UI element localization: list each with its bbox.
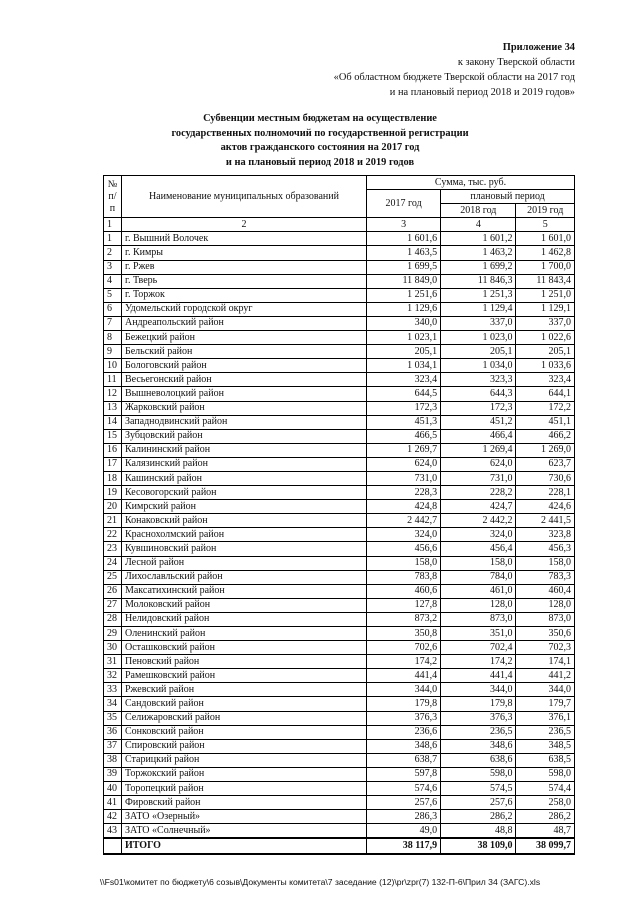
value-2017-cell: 323,4 [367, 373, 441, 387]
municipality-name-cell: Кимрский район [121, 500, 366, 514]
municipality-name-cell: Лихославльский район [121, 570, 366, 584]
value-2018-cell: 1 601,2 [441, 232, 516, 246]
value-2019-cell: 702,3 [516, 641, 575, 655]
value-2019-cell: 128,0 [516, 598, 575, 612]
value-2019-cell: 258,0 [516, 796, 575, 810]
value-2019-cell: 623,7 [516, 457, 575, 471]
municipality-name-cell: Рамешковский район [121, 669, 366, 683]
table-row [104, 443, 575, 457]
value-2017-cell: 1 269,7 [367, 443, 441, 457]
value-2019-cell: 48,7 [516, 824, 575, 839]
value-2017-cell: 441,4 [367, 669, 441, 683]
row-number-cell: 21 [104, 514, 122, 528]
row-number-cell: 14 [104, 415, 122, 429]
municipality-name-cell: Андреапольский район [121, 316, 366, 330]
value-2018-cell: 351,0 [441, 627, 516, 641]
table-row [104, 528, 575, 542]
title-line-3: актов гражданского состояния на 2017 год [220, 142, 420, 153]
value-2019-cell: 1 700,0 [516, 260, 575, 274]
municipality-name-cell: Ржевский район [121, 683, 366, 697]
value-2019-cell: 460,4 [516, 584, 575, 598]
value-2017-cell: 127,8 [367, 598, 441, 612]
municipality-name-cell: Оленинский район [121, 627, 366, 641]
municipality-name-cell: г. Вышний Волочек [121, 232, 366, 246]
column-number: 3 [367, 218, 441, 232]
value-2017-cell: 574,6 [367, 782, 441, 796]
total-no-cell [104, 838, 122, 853]
value-2018-cell: 731,0 [441, 471, 516, 485]
value-2019-cell: 1 462,8 [516, 246, 575, 260]
row-number-cell: 3 [104, 260, 122, 274]
header-no: № п/п [104, 176, 122, 218]
value-2019-cell: 350,6 [516, 627, 575, 641]
row-number-cell: 6 [104, 302, 122, 316]
value-2018-cell: 784,0 [441, 570, 516, 584]
municipality-name-cell: Весьегонский район [121, 373, 366, 387]
table-row [104, 232, 575, 246]
value-2017-cell: 702,6 [367, 641, 441, 655]
table-row [104, 415, 575, 429]
municipality-name-cell: Селижаровский район [121, 711, 366, 725]
value-2018-cell: 1 269,4 [441, 443, 516, 457]
document-title [0, 112, 640, 170]
municipality-name-cell: ЗАТО «Озерный» [121, 810, 366, 824]
table-row [104, 598, 575, 612]
value-2017-cell: 11 849,0 [367, 274, 441, 288]
municipality-name-cell: Бологовский район [121, 359, 366, 373]
table-row [104, 302, 575, 316]
value-2019-cell: 179,7 [516, 697, 575, 711]
value-2017-cell: 597,8 [367, 767, 441, 781]
value-2018-cell: 337,0 [441, 316, 516, 330]
table-row [104, 246, 575, 260]
table-row [104, 345, 575, 359]
value-2018-cell: 441,4 [441, 669, 516, 683]
municipality-name-cell: Вышневолоцкий район [121, 387, 366, 401]
row-number-cell: 19 [104, 486, 122, 500]
row-number-cell: 5 [104, 288, 122, 302]
file-path-footer: \\Fs01\комитет по бюджету\6 созыв\Документы комитета\7 заседание (12)\pr\zpr(7) 132-П-6\Прил 34 (ЗАГС).xls [99, 877, 541, 887]
table-row [104, 739, 575, 753]
row-number-cell: 20 [104, 500, 122, 514]
table-row [104, 288, 575, 302]
document-header [334, 40, 575, 100]
total-2019: 38 099,7 [516, 838, 575, 853]
table-row [104, 584, 575, 598]
row-number-cell: 43 [104, 824, 122, 839]
table-row [104, 401, 575, 415]
subvention-table [103, 175, 575, 855]
header-2018: 2018 год [441, 204, 516, 218]
value-2018-cell: 1 129,4 [441, 302, 516, 316]
value-2017-cell: 1 034,1 [367, 359, 441, 373]
value-2019-cell: 783,3 [516, 570, 575, 584]
table-row [104, 373, 575, 387]
row-number-cell: 36 [104, 725, 122, 739]
row-number-cell: 16 [104, 443, 122, 457]
municipality-name-cell: Осташковский район [121, 641, 366, 655]
header-name: Наименование муниципальных образований [121, 176, 366, 218]
municipality-name-cell: г. Ржев [121, 260, 366, 274]
value-2019-cell: 466,2 [516, 429, 575, 443]
value-2017-cell: 1 699,5 [367, 260, 441, 274]
value-2019-cell: 451,1 [516, 415, 575, 429]
table-row [104, 514, 575, 528]
value-2019-cell: 1 269,0 [516, 443, 575, 457]
value-2018-cell: 1 463,2 [441, 246, 516, 260]
value-2017-cell: 731,0 [367, 471, 441, 485]
value-2018-cell: 205,1 [441, 345, 516, 359]
row-number-cell: 42 [104, 810, 122, 824]
value-2018-cell: 172,3 [441, 401, 516, 415]
table-row [104, 711, 575, 725]
value-2019-cell: 323,8 [516, 528, 575, 542]
value-2017-cell: 624,0 [367, 457, 441, 471]
value-2017-cell: 174,2 [367, 655, 441, 669]
value-2017-cell: 286,3 [367, 810, 441, 824]
total-label: ИТОГО [121, 838, 366, 853]
municipality-name-cell: г. Тверь [121, 274, 366, 288]
value-2017-cell: 344,0 [367, 683, 441, 697]
value-2019-cell: 286,2 [516, 810, 575, 824]
row-number-cell: 2 [104, 246, 122, 260]
value-2018-cell: 624,0 [441, 457, 516, 471]
municipality-name-cell: Пеновский район [121, 655, 366, 669]
value-2019-cell: 11 843,4 [516, 274, 575, 288]
value-2018-cell: 324,0 [441, 528, 516, 542]
table-row [104, 500, 575, 514]
value-2017-cell: 257,6 [367, 796, 441, 810]
row-number-cell: 10 [104, 359, 122, 373]
value-2019-cell: 1 022,6 [516, 331, 575, 345]
value-2019-cell: 344,0 [516, 683, 575, 697]
value-2019-cell: 441,2 [516, 669, 575, 683]
total-2017: 38 117,9 [367, 838, 441, 853]
row-number-cell: 31 [104, 655, 122, 669]
municipality-name-cell: Удомельский городской округ [121, 302, 366, 316]
value-2018-cell: 376,3 [441, 711, 516, 725]
municipality-name-cell: Нелидовский район [121, 612, 366, 626]
value-2017-cell: 340,0 [367, 316, 441, 330]
value-2017-cell: 205,1 [367, 345, 441, 359]
table-row [104, 669, 575, 683]
municipality-name-cell: Сонковский район [121, 725, 366, 739]
table-row [104, 471, 575, 485]
row-number-cell: 40 [104, 782, 122, 796]
row-number-cell: 13 [104, 401, 122, 415]
value-2018-cell: 48,8 [441, 824, 516, 839]
municipality-name-cell: Торжокский район [121, 767, 366, 781]
value-2018-cell: 873,0 [441, 612, 516, 626]
value-2018-cell: 2 442,2 [441, 514, 516, 528]
value-2018-cell: 236,5 [441, 725, 516, 739]
value-2019-cell: 424,6 [516, 500, 575, 514]
value-2019-cell: 2 441,5 [516, 514, 575, 528]
value-2017-cell: 236,6 [367, 725, 441, 739]
value-2019-cell: 158,0 [516, 556, 575, 570]
value-2018-cell: 11 846,3 [441, 274, 516, 288]
row-number-cell: 24 [104, 556, 122, 570]
value-2017-cell: 466,5 [367, 429, 441, 443]
value-2017-cell: 324,0 [367, 528, 441, 542]
value-2017-cell: 451,3 [367, 415, 441, 429]
table-row [104, 824, 575, 839]
row-number-cell: 27 [104, 598, 122, 612]
value-2018-cell: 1 034,0 [441, 359, 516, 373]
municipality-name-cell: Сандовский район [121, 697, 366, 711]
row-number-cell: 17 [104, 457, 122, 471]
value-2019-cell: 1 129,1 [516, 302, 575, 316]
header-sum: Сумма, тыс. руб. [367, 176, 575, 190]
table-row [104, 260, 575, 274]
value-2018-cell: 344,0 [441, 683, 516, 697]
title-line-4: и на плановый период 2018 и 2019 годов [225, 156, 415, 168]
header-plan-period: плановый период [441, 190, 575, 204]
value-2017-cell: 172,3 [367, 401, 441, 415]
table-row [104, 429, 575, 443]
row-number-cell: 34 [104, 697, 122, 711]
table-row [104, 316, 575, 330]
row-number-cell: 29 [104, 627, 122, 641]
value-2019-cell: 337,0 [516, 316, 575, 330]
row-number-cell: 39 [104, 767, 122, 781]
table-row [104, 387, 575, 401]
municipality-name-cell: Кашинский район [121, 471, 366, 485]
row-number-cell: 23 [104, 542, 122, 556]
header-2019: 2019 год [516, 204, 575, 218]
municipality-name-cell: Бельский район [121, 345, 366, 359]
table-row [104, 655, 575, 669]
title-line-2: государственных полномочий по государственной регистрации [171, 127, 469, 139]
column-number: 1 [104, 218, 122, 232]
value-2018-cell: 451,2 [441, 415, 516, 429]
value-2019-cell: 1 033,6 [516, 359, 575, 373]
table-row [104, 542, 575, 556]
total-row [104, 838, 575, 853]
value-2017-cell: 424,8 [367, 500, 441, 514]
appendix-label: Приложение 34 [502, 42, 575, 53]
value-2017-cell: 460,6 [367, 584, 441, 598]
table-row [104, 570, 575, 584]
value-2017-cell: 644,5 [367, 387, 441, 401]
header-2017: 2017 год [367, 190, 441, 218]
value-2017-cell: 1 601,6 [367, 232, 441, 246]
table-row [104, 274, 575, 288]
row-number-cell: 12 [104, 387, 122, 401]
table-row [104, 767, 575, 781]
municipality-name-cell: ЗАТО «Солнечный» [121, 824, 366, 839]
value-2018-cell: 257,6 [441, 796, 516, 810]
value-2017-cell: 638,7 [367, 753, 441, 767]
value-2017-cell: 350,8 [367, 627, 441, 641]
value-2019-cell: 456,3 [516, 542, 575, 556]
column-number: 5 [516, 218, 575, 232]
table-row [104, 697, 575, 711]
value-2018-cell: 574,5 [441, 782, 516, 796]
municipality-name-cell: Калязинский район [121, 457, 366, 471]
value-2018-cell: 638,6 [441, 753, 516, 767]
value-2018-cell: 424,7 [441, 500, 516, 514]
value-2019-cell: 638,5 [516, 753, 575, 767]
row-number-cell: 30 [104, 641, 122, 655]
municipality-name-cell: Максатихинский район [121, 584, 366, 598]
total-2018: 38 109,0 [441, 838, 516, 853]
value-2018-cell: 461,0 [441, 584, 516, 598]
row-number-cell: 37 [104, 739, 122, 753]
row-number-cell: 7 [104, 316, 122, 330]
municipality-name-cell: Западнодвинский район [121, 415, 366, 429]
row-number-cell: 26 [104, 584, 122, 598]
value-2019-cell: 873,0 [516, 612, 575, 626]
municipality-name-cell: г. Торжок [121, 288, 366, 302]
row-number-cell: 41 [104, 796, 122, 810]
value-2019-cell: 172,2 [516, 401, 575, 415]
value-2019-cell: 376,1 [516, 711, 575, 725]
table-row [104, 683, 575, 697]
municipality-name-cell: Старицкий район [121, 753, 366, 767]
table-row [104, 627, 575, 641]
value-2017-cell: 348,6 [367, 739, 441, 753]
row-number-cell: 28 [104, 612, 122, 626]
value-2017-cell: 158,0 [367, 556, 441, 570]
value-2018-cell: 179,8 [441, 697, 516, 711]
table-row [104, 556, 575, 570]
row-number-cell: 22 [104, 528, 122, 542]
value-2017-cell: 1 129,6 [367, 302, 441, 316]
table-row [104, 810, 575, 824]
table-row [104, 331, 575, 345]
value-2019-cell: 323,4 [516, 373, 575, 387]
header-line-2: «Об областном бюджете Тверской области на 2017 год [333, 72, 575, 83]
table-body [104, 232, 575, 839]
column-number: 2 [121, 218, 366, 232]
value-2018-cell: 466,4 [441, 429, 516, 443]
value-2018-cell: 1 699,2 [441, 260, 516, 274]
value-2017-cell: 49,0 [367, 824, 441, 839]
row-number-cell: 35 [104, 711, 122, 725]
value-2018-cell: 158,0 [441, 556, 516, 570]
municipality-name-cell: Молоковский район [121, 598, 366, 612]
value-2019-cell: 598,0 [516, 767, 575, 781]
value-2019-cell: 574,4 [516, 782, 575, 796]
row-number-cell: 4 [104, 274, 122, 288]
value-2017-cell: 228,3 [367, 486, 441, 500]
value-2018-cell: 286,2 [441, 810, 516, 824]
value-2018-cell: 1 023,0 [441, 331, 516, 345]
municipality-name-cell: Зубцовский район [121, 429, 366, 443]
row-number-cell: 32 [104, 669, 122, 683]
title-line-1: Субвенции местным бюджетам на осуществление [203, 113, 437, 124]
table-row [104, 359, 575, 373]
municipality-name-cell: Калининский район [121, 443, 366, 457]
municipality-name-cell: Жарковский район [121, 401, 366, 415]
value-2018-cell: 348,6 [441, 739, 516, 753]
header-line-1: к закону Тверской области [457, 57, 575, 68]
row-number-cell: 9 [104, 345, 122, 359]
municipality-name-cell: Краснохолмский район [121, 528, 366, 542]
value-2019-cell: 730,6 [516, 471, 575, 485]
table-row [104, 725, 575, 739]
value-2017-cell: 1 023,1 [367, 331, 441, 345]
column-number: 4 [441, 218, 516, 232]
table-row [104, 612, 575, 626]
value-2018-cell: 456,4 [441, 542, 516, 556]
value-2019-cell: 1 601,0 [516, 232, 575, 246]
value-2017-cell: 1 463,5 [367, 246, 441, 260]
value-2017-cell: 456,6 [367, 542, 441, 556]
row-number-cell: 38 [104, 753, 122, 767]
row-number-cell: 18 [104, 471, 122, 485]
value-2018-cell: 1 251,3 [441, 288, 516, 302]
municipality-name-cell: Бежецкий район [121, 331, 366, 345]
value-2018-cell: 174,2 [441, 655, 516, 669]
value-2019-cell: 348,5 [516, 739, 575, 753]
value-2017-cell: 873,2 [367, 612, 441, 626]
header-line-3: и на плановый период 2018 и 2019 годов» [389, 87, 575, 98]
value-2019-cell: 174,1 [516, 655, 575, 669]
value-2018-cell: 644,3 [441, 387, 516, 401]
value-2018-cell: 702,4 [441, 641, 516, 655]
value-2017-cell: 2 442,7 [367, 514, 441, 528]
value-2019-cell: 1 251,0 [516, 288, 575, 302]
value-2017-cell: 376,3 [367, 711, 441, 725]
value-2017-cell: 179,8 [367, 697, 441, 711]
table-row [104, 641, 575, 655]
municipality-name-cell: Фировский район [121, 796, 366, 810]
value-2017-cell: 783,8 [367, 570, 441, 584]
row-number-cell: 11 [104, 373, 122, 387]
municipality-name-cell: Кесовогорский район [121, 486, 366, 500]
value-2018-cell: 323,3 [441, 373, 516, 387]
row-number-cell: 15 [104, 429, 122, 443]
value-2019-cell: 644,1 [516, 387, 575, 401]
municipality-name-cell: Торопецкий район [121, 782, 366, 796]
municipality-name-cell: Спировский район [121, 739, 366, 753]
value-2017-cell: 1 251,6 [367, 288, 441, 302]
row-number-cell: 25 [104, 570, 122, 584]
table-row [104, 796, 575, 810]
value-2019-cell: 236,5 [516, 725, 575, 739]
table-row [104, 782, 575, 796]
municipality-name-cell: г. Кимры [121, 246, 366, 260]
row-number-cell: 33 [104, 683, 122, 697]
value-2018-cell: 128,0 [441, 598, 516, 612]
table-row [104, 486, 575, 500]
value-2019-cell: 205,1 [516, 345, 575, 359]
value-2018-cell: 228,2 [441, 486, 516, 500]
table-row [104, 753, 575, 767]
value-2019-cell: 228,1 [516, 486, 575, 500]
municipality-name-cell: Лесной район [121, 556, 366, 570]
municipality-name-cell: Конаковский район [121, 514, 366, 528]
municipality-name-cell: Кувшиновский район [121, 542, 366, 556]
table-row [104, 457, 575, 471]
row-number-cell: 1 [104, 232, 122, 246]
value-2018-cell: 598,0 [441, 767, 516, 781]
row-number-cell: 8 [104, 331, 122, 345]
